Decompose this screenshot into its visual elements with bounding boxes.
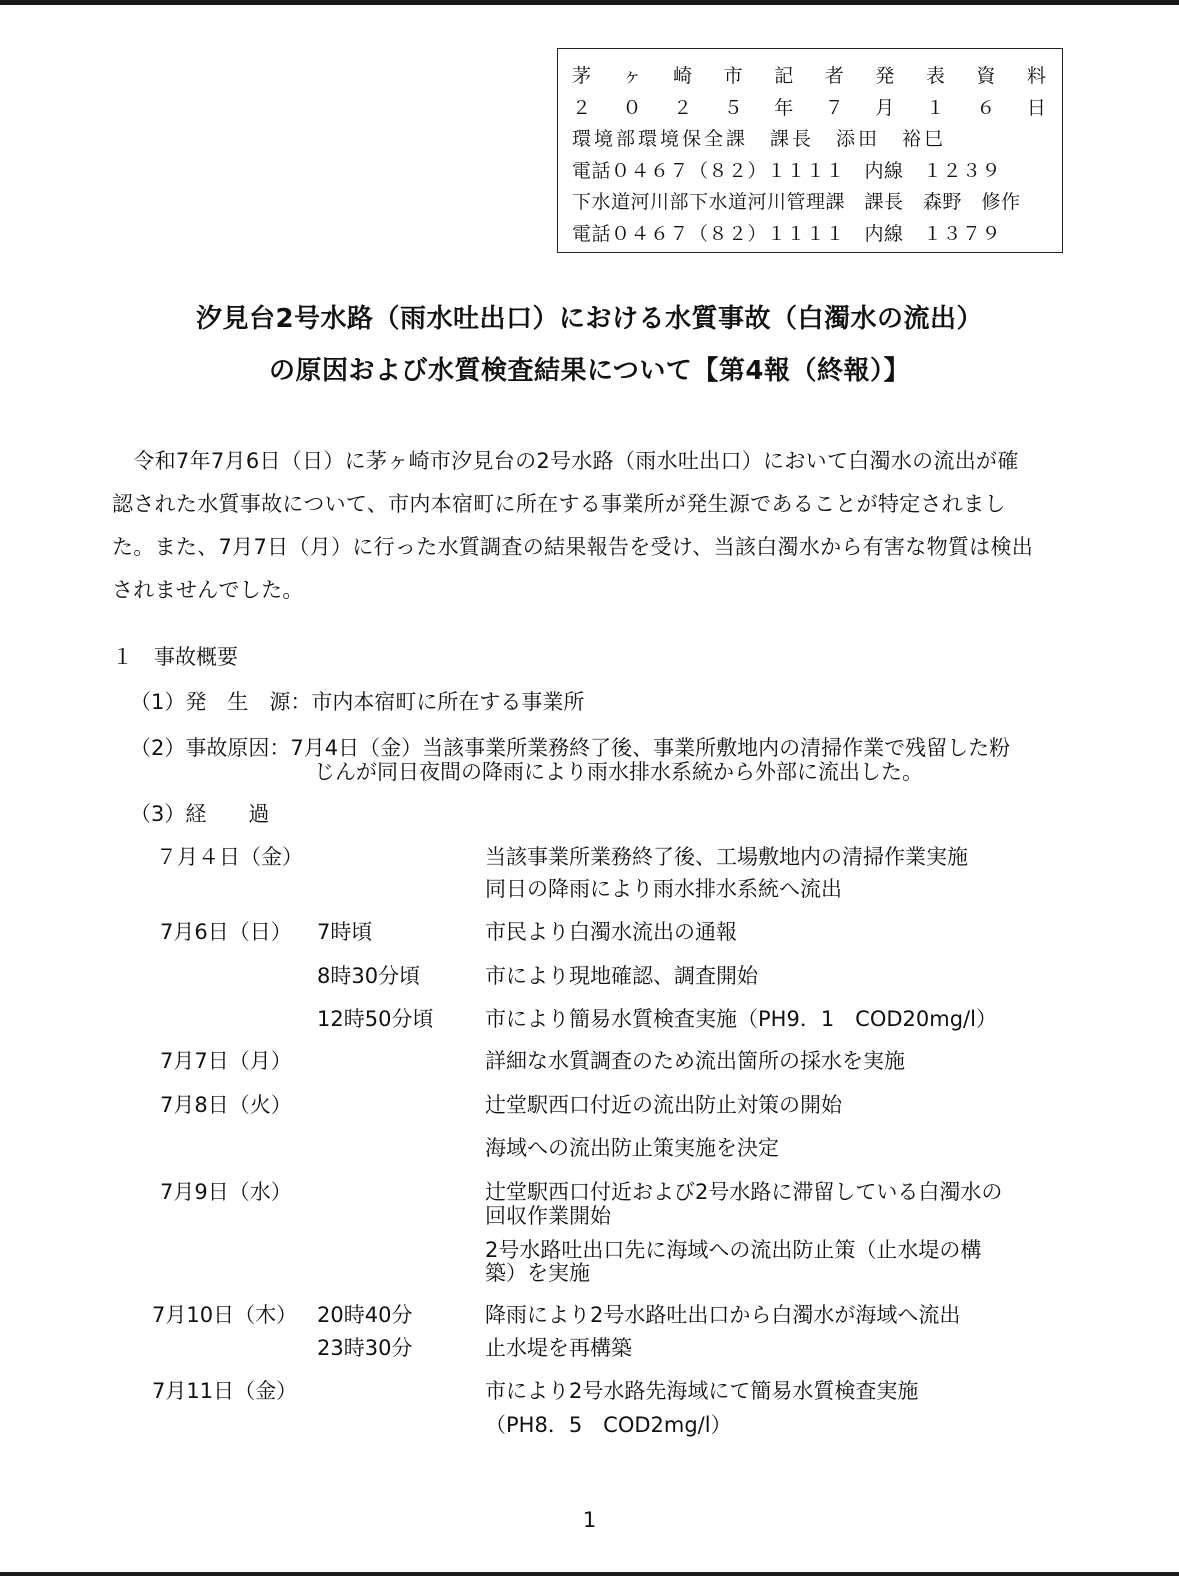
press-release-info-box	[557, 48, 1063, 253]
timeline-event: 市民より白濁水流出の通報	[485, 920, 737, 944]
intro-line: 認された水質事故について、市内本宿町に所在する事業所が発生源であることが特定されまし	[112, 492, 1006, 516]
char: 市	[723, 65, 743, 87]
timeline-time: 12時50分頃	[317, 1007, 434, 1031]
char: 表	[925, 65, 945, 87]
timeline-event: 降雨により2号水路吐出口から白濁水が海域へ流出	[485, 1303, 961, 1327]
timeline-date: 7月11日（金）	[152, 1379, 298, 1403]
timeline-event: 海域への流出防止策実施を決定	[485, 1136, 779, 1160]
char: ６	[976, 96, 996, 119]
timeline-date: 7月8日（火）	[160, 1093, 292, 1117]
timeline-event: 同日の降雨により雨水排水系統へ流出	[485, 877, 842, 901]
item-cause: （2）事故原因：7月4日（金）当該事業所業務終了後、事業所敷地内の清掃作業で残留した粉	[130, 736, 1011, 760]
timeline-time: 8時30分頃	[317, 964, 421, 988]
release-date	[572, 93, 1046, 125]
char: 発	[875, 65, 895, 87]
char: 資	[976, 65, 996, 87]
intro-line: されませんでした。	[112, 578, 304, 602]
timeline-date: 7月9日（水）	[160, 1180, 292, 1204]
timeline-event: 市により現地確認、調査開始	[485, 964, 758, 988]
char: ２	[673, 96, 693, 119]
bottom-border	[0, 1572, 1179, 1576]
phone-sewer-dept: 電話０４６７（８２）１１１１ 内線 １３７９	[572, 222, 1002, 245]
char: 料	[1026, 65, 1046, 87]
timeline-time: 7時頃	[317, 920, 373, 944]
char: 記	[774, 65, 794, 87]
top-border	[0, 0, 1179, 5]
char: ７	[824, 96, 844, 119]
timeline-date: 7月10日（木）	[152, 1303, 298, 1327]
timeline-date: 7月7日（月）	[160, 1049, 292, 1073]
timeline-time: 23時30分	[317, 1336, 413, 1360]
timeline-event: 市により2号水路先海域にて簡易水質検査実施	[485, 1379, 919, 1403]
timeline-event: 築）を実施	[485, 1261, 590, 1285]
timeline-event: 2号水路吐出口先に海域への流出防止策（止水堤の構	[485, 1238, 982, 1262]
timeline-date: ７月４日（金）	[156, 845, 303, 869]
phone-environment-dept: 電話０４６７（８２）１１１１ 内線 １２３９	[572, 159, 1002, 182]
timeline-date: 7月6日（日）	[160, 920, 292, 944]
document-title-line1: 汐見台2号水路（雨水吐出口）における水質事故（白濁水の流出）	[195, 304, 984, 334]
section-heading: １ 事故概要	[112, 645, 238, 669]
char: ヶ	[622, 65, 642, 87]
char: 年	[774, 96, 794, 119]
press-release-label	[572, 61, 1046, 93]
char: 崎	[673, 65, 693, 87]
timeline-event: 辻堂駅西口付近および2号水路に滞留している白濁水の	[485, 1180, 1003, 1204]
page-number: 1	[582, 1508, 597, 1532]
timeline-time: 20時40分	[317, 1303, 413, 1327]
intro-line: 令和7年7月6日（日）に茅ヶ崎市汐見台の2号水路（雨水吐出口）において白濁水の流出が確	[112, 449, 1019, 473]
item-cause-continued: じんが同日夜間の降雨により雨水排水系統から外部に流出した。	[314, 760, 923, 784]
char: ０	[622, 96, 642, 119]
timeline-event: 当該事業所業務終了後、工場敷地内の清掃作業実施	[485, 845, 968, 869]
char: 月	[875, 96, 895, 119]
intro-line: た。また、7月7日（月）に行った水質調査の結果報告を受け、当該白濁水から有害な物質は検出	[112, 535, 1034, 559]
char: 者	[824, 65, 844, 87]
intro-paragraph	[112, 440, 1062, 612]
item-source: （1）発 生 源：市内本宿町に所在する事業所	[130, 690, 585, 714]
item-progress: （3）経 過	[130, 802, 270, 826]
timeline-event: 回収作業開始	[485, 1204, 611, 1228]
timeline-event: 辻堂駅西口付近の流出防止対策の開始	[485, 1093, 842, 1117]
char: ５	[723, 96, 743, 119]
timeline-event: 市により簡易水質検査実施（PH9．1 COD20mg/l）	[485, 1007, 997, 1031]
char: 日	[1026, 96, 1046, 119]
timeline-event: 止水堤を再構築	[485, 1336, 632, 1360]
contact-sewer-dept: 下水道河川部下水道河川管理課 課長 森野 修作	[572, 191, 1021, 213]
char: 茅	[572, 65, 592, 87]
timeline-event: （PH8．5 COD2mg/l）	[485, 1413, 732, 1437]
char: ２	[572, 96, 592, 119]
contact-environment-dept: 環境部環境保全課 課長 添田 裕巳	[572, 128, 947, 150]
timeline-event: 詳細な水質調査のため流出箇所の採水を実施	[485, 1049, 905, 1073]
char: １	[925, 96, 945, 119]
document-title-line2: の原因および水質検査結果について【第4報（終報）】	[268, 356, 911, 386]
